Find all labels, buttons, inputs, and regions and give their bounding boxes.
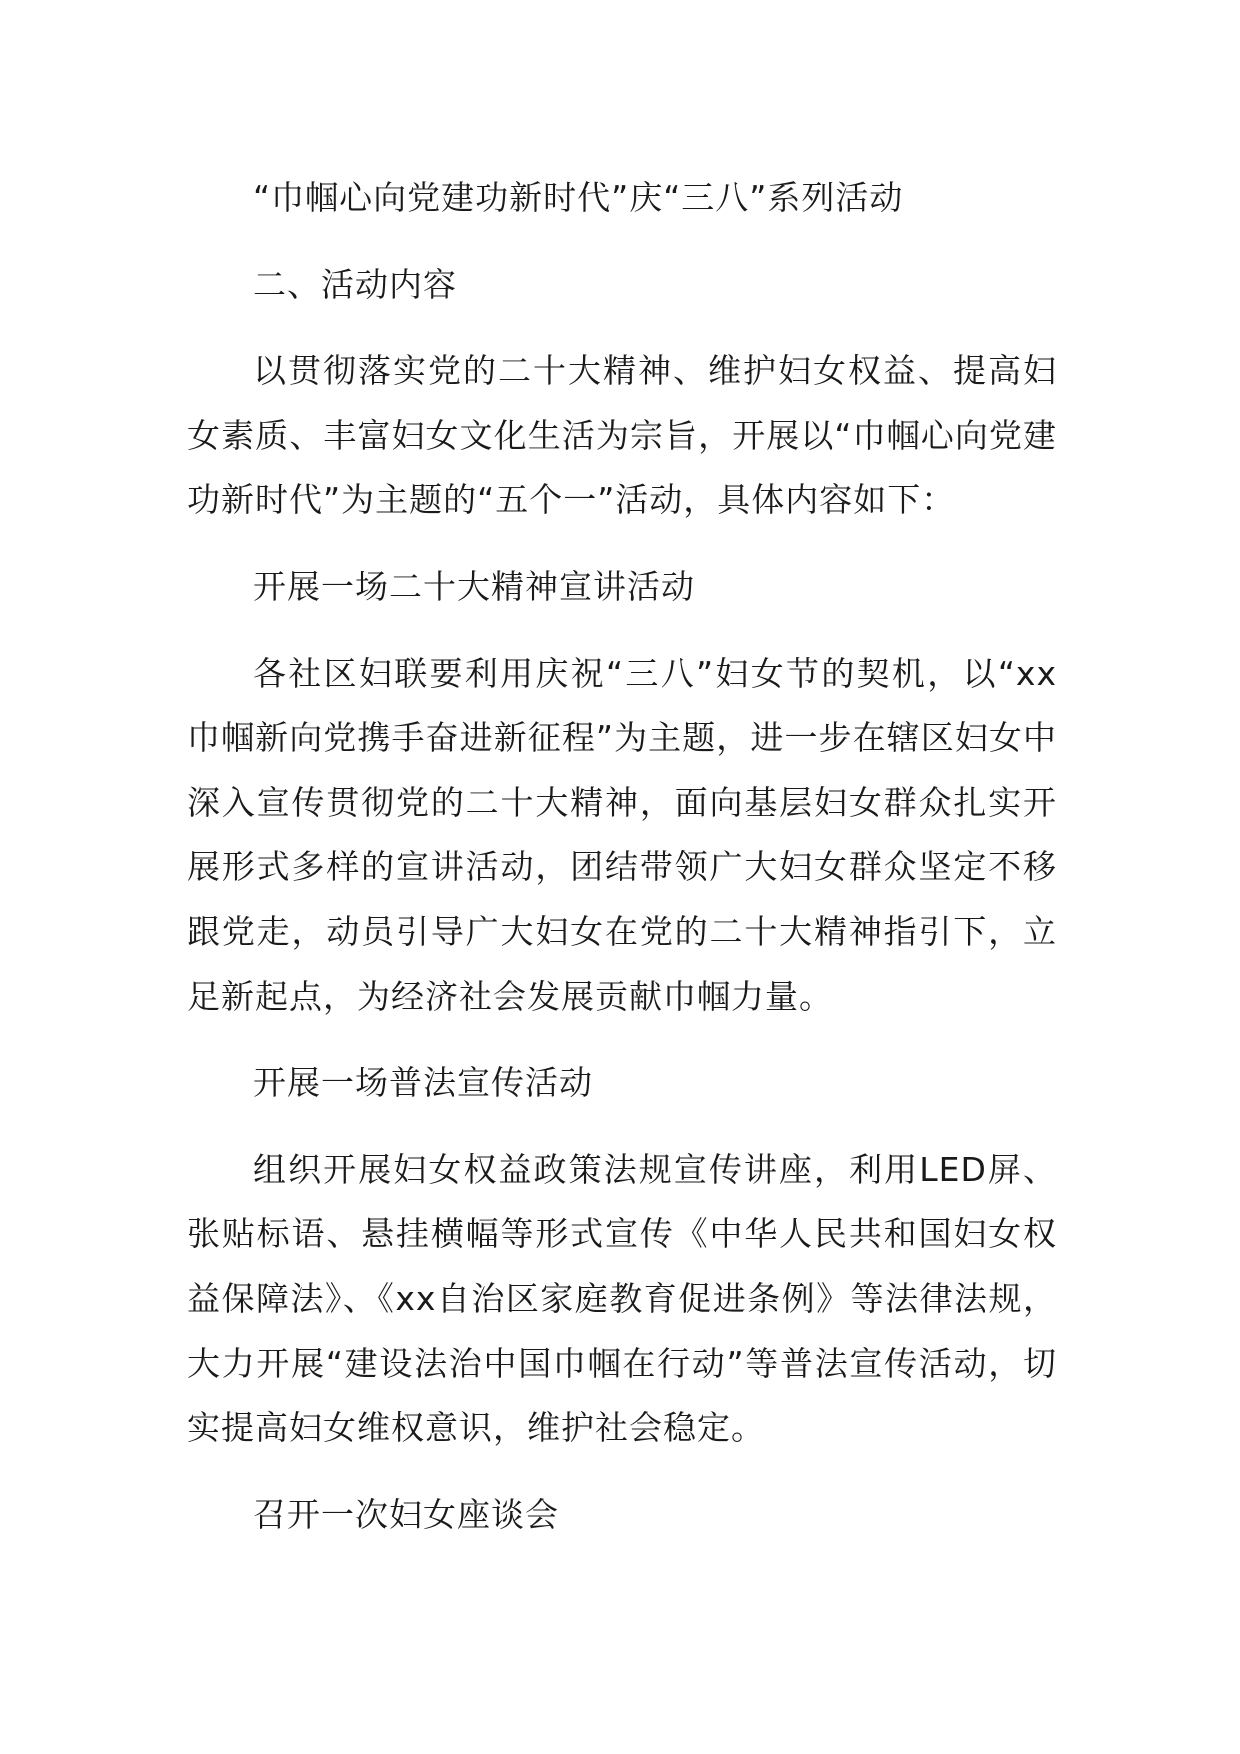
intro-paragraph: 以贯彻落实党的二十大精神、维护妇女权益、提高妇女素质、丰富妇女文化生活为宗旨，开展以“巾帼心向党建功新时代”为主题的“五个一”活动，具体内容如下： <box>187 351 1057 520</box>
law-publicity-paragraph: 组织开展妇女权益政策法规宣传讲座，利用LED屏、张贴标语、悬挂横幅等形式宣传《中华人民共和国妇女权益保障法》、《xx自治区家庭教育促进条例》等法律法规，大力开展“建设法治中国巾帼在行动”等普法宣传活动，切实提高妇女维权意识，维护社会稳定。 <box>187 1149 1057 1448</box>
lecture-activity-paragraph: 各社区妇联要利用庆祝“三八”妇女节的契机，以“xx巾帼新向党携手奋进新征程”为主题，进一步在辖区妇女中深入宣传贯彻党的二十大精神，面向基层妇女群众扎实开展形式多样的宣讲活动，团结带领广大妇女群众坚定不移跟党走，动员引导广大妇女在党的二十大精神指引下，立足新起点，为经济社会发展贡献巾帼力量。 <box>187 653 1057 1016</box>
subheading-women-forum: 召开一次妇女座谈会 <box>253 1494 559 1534</box>
section-heading-activity-content: 二、活动内容 <box>253 264 457 304</box>
activity-title: “巾帼心向党建功新时代”庆“三八”系列活动 <box>253 178 904 217</box>
subheading-law-publicity: 开展一场普法宣传活动 <box>253 1063 593 1103</box>
subheading-lecture-activity: 开展一场二十大精神宣讲活动 <box>253 566 695 606</box>
document-body <box>187 166 1057 1569</box>
